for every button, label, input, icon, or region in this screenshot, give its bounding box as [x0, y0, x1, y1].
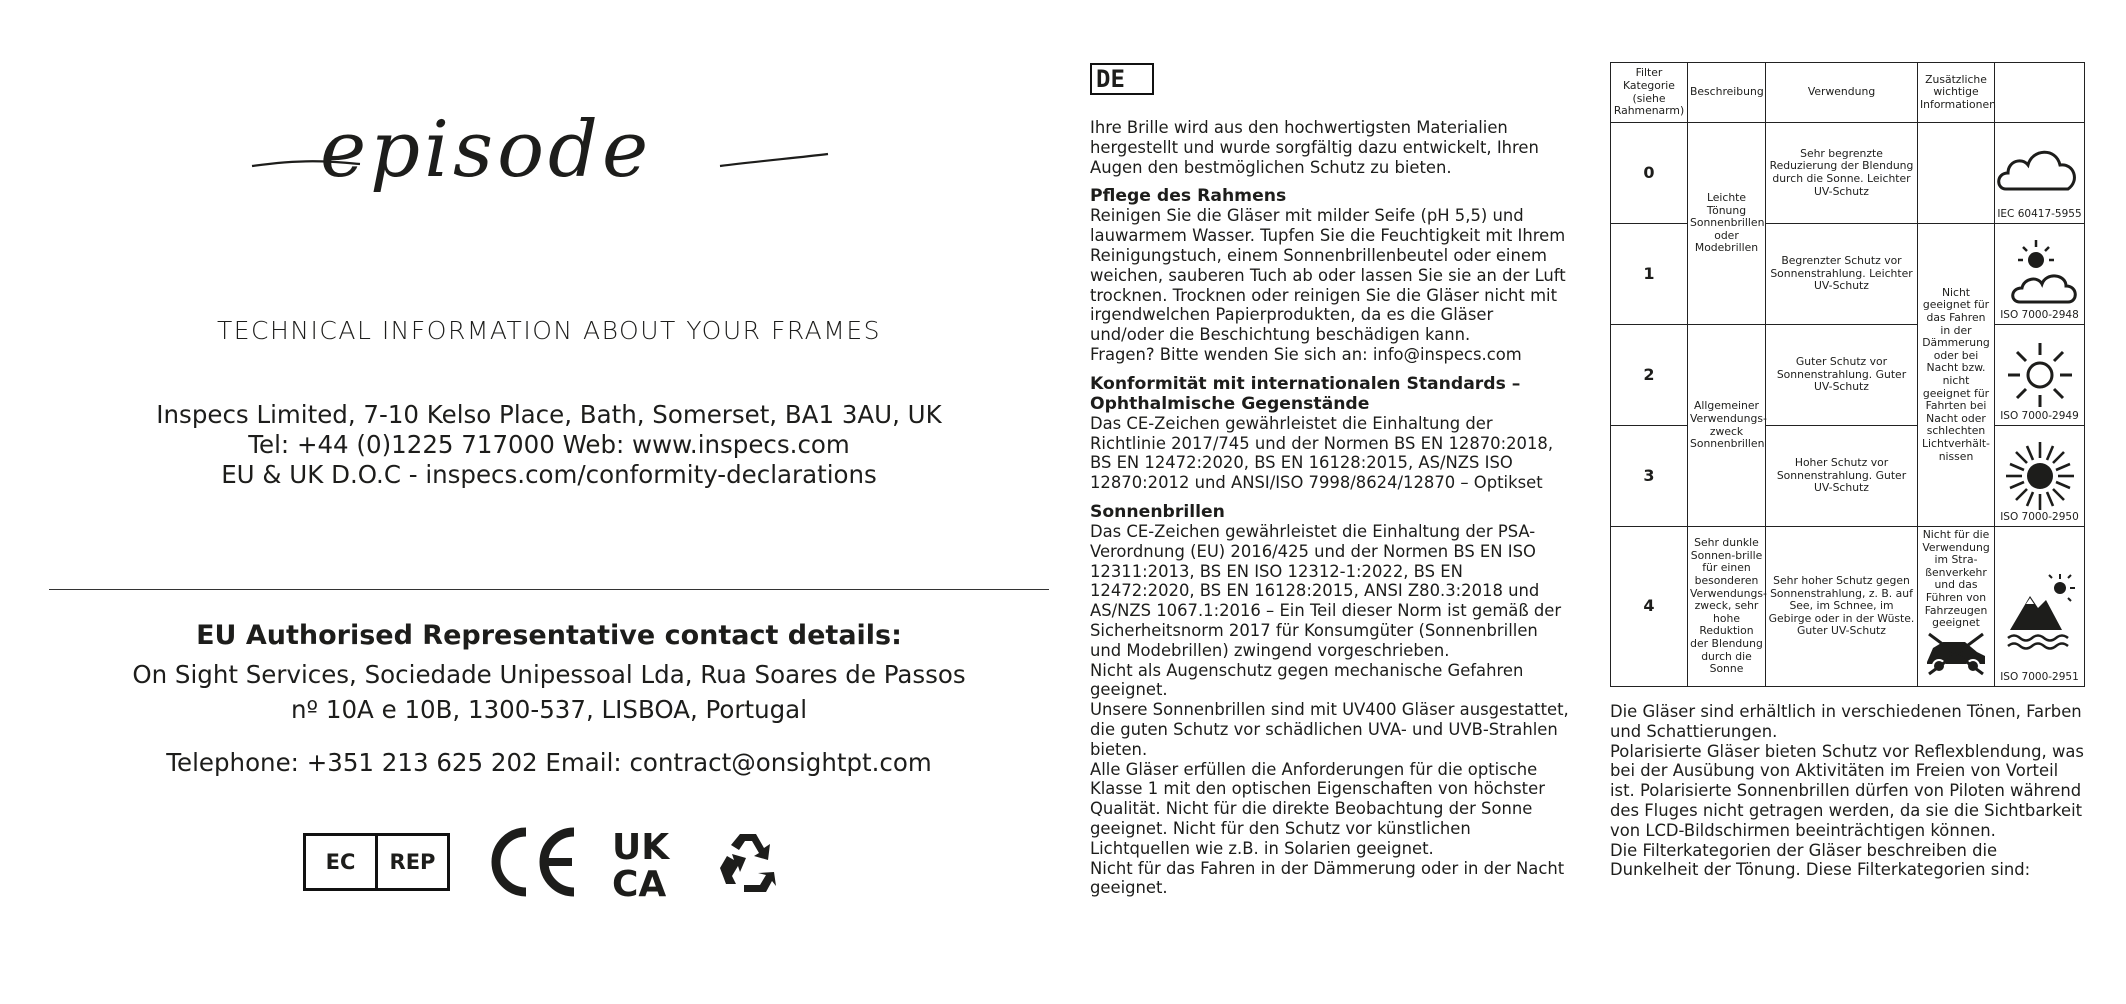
iso-label: ISO 7000-2951 — [2000, 671, 2079, 684]
table-row — [1611, 325, 2085, 426]
symbol-cell — [1995, 325, 2085, 426]
care-heading: Pflege des Rahmens — [1090, 186, 1287, 207]
rep-label: REP — [389, 850, 436, 874]
info-traffic-text: Nicht für die Verwendung im Stra-ßenverkehr und das Führen von Fahrzeugen geeignet — [1922, 528, 1990, 630]
category-number: 4 — [1611, 527, 1688, 687]
svg-text:CA: CA — [612, 864, 667, 898]
sunglasses-heading: Sonnenbrillen — [1090, 501, 1225, 522]
sunglasses-text: Nicht für das Fahren in der Dämmerung oder in der Nacht geeignet. — [1090, 858, 1565, 898]
category-number: 1 — [1611, 224, 1688, 325]
filter-info-text: Die Filterkategorien der Gläser beschreiben die Dunkelheit der Tönung. Diese Filterkategorien sind: — [1610, 840, 2031, 880]
conformity-heading: Konformität mit internationalen Standards – Ophthalmische Gegenstände — [1090, 373, 1521, 414]
description-general: Allgemeiner Verwendungs-zweck Sonnenbrillen — [1688, 325, 1766, 527]
page-title: TECHNICAL INFORMATION ABOUT YOUR FRAMES — [216, 316, 882, 345]
symbol-cell — [1995, 123, 2085, 224]
symbol-cell — [1995, 426, 2085, 527]
right-column-text — [1610, 702, 2088, 880]
header-symbol — [1995, 63, 2085, 123]
conformity-text: Das CE-Zeichen gewährleistet die Einhaltung der Richtlinie 2017/745 und der Normen BS EN 12870:2018, BS EN 12472:2020, BS EN 16128:2015, AS/NZS ISO 12870:2012 und ANSI/ISO 7998/8624/12870 – Optikset — [1090, 413, 1554, 493]
eu-rep-contact: Telephone: +351 213 625 202 Email: contract@onsightpt.com — [166, 748, 932, 777]
sunglasses-text: Alle Gläser erfüllen die Anforderungen für die optische Klasse 1 mit den optischen Eigenschaften von höchster Qualität. Nicht für die direkte Beobachtung der Sonne geeignet. Nicht für den Schutz vor künstlichen Lichtquellen wie z.B. in Solarien geeignet. — [1090, 759, 1545, 858]
header-filter-category: Filter Kategorie (siehe Rahmenarm) — [1611, 63, 1688, 123]
mountain-sea-icon — [1996, 552, 2084, 662]
header-usage: Verwendung — [1766, 63, 1918, 123]
phone-web-line: Tel: +44 (0)1225 717000 Web: www.inspecs.com — [248, 430, 850, 459]
eu-rep-address — [49, 657, 1049, 727]
symbol-cell — [1995, 224, 2085, 325]
no-driving-icon — [1921, 630, 1991, 676]
description-light: Leichte Tönung Sonnenbrillen oder Modebrillen — [1688, 123, 1766, 325]
iso-label: ISO 7000-2948 — [2000, 309, 2079, 322]
iso-label: IEC 60417-5955 — [1997, 208, 2082, 221]
table-row — [1611, 426, 2085, 527]
usage-text: Guter Schutz vor Sonnenstrahlung. Guter UV-Schutz — [1766, 325, 1918, 426]
table-row — [1611, 527, 2085, 687]
sunglasses-text: Nicht als Augenschutz gegen mechanische Gefahren geeignet. — [1090, 660, 1524, 700]
usage-text: Sehr begrenzte Reduzierung der Blendung durch die Sonne. Leichter UV-Schutz — [1766, 123, 1918, 224]
recycle-icon — [714, 828, 782, 896]
header-additional-info: Zusätzliche wichtige Informationen — [1918, 63, 1995, 123]
ukca-mark-icon — [612, 826, 678, 898]
strong-sun-icon — [1996, 438, 2084, 514]
sun-icon — [1996, 337, 2084, 413]
ec-label: EC — [306, 836, 378, 888]
cloud-icon — [1996, 137, 2084, 209]
eu-address-line: nº 10A e 10B, 1300-537, LISBOA, Portugal — [291, 695, 807, 724]
middle-column — [1090, 118, 1570, 898]
address-line: Inspecs Limited, 7-10 Kelso Place, Bath, Somerset, BA1 3AU, UK — [156, 400, 942, 429]
language-badge: DE — [1090, 63, 1154, 95]
usage-text: Sehr hoher Schutz gegen Sonnenstrahlung, z. B. auf See, im Schnee, im Gebirge oder in der Wüste. Guter UV-Schutz — [1766, 527, 1918, 687]
sunglasses-text: Das CE-Zeichen gewährleistet die Einhaltung der PSA-Verordnung (EU) 2016/425 und der Normen BS EN ISO 12311:2013, BS EN ISO 12312-1:2022, BS EN 12472:2020, BS EN 16128:2015, ANSI Z80.3:2018 und AS/NZS 1067.1:2016 – Ein Teil dieser Norm ist gemäß der Sicherheitsnorm 2017 für Konsumgüter (Sonnenbrillen und Modebrillen) zwingend vorgeschrieben. — [1090, 521, 1562, 660]
sun-cloud-icon — [1996, 236, 2084, 312]
care-contact: Fragen? Bitte wenden Sie sich an: info@inspecs.com — [1090, 344, 1522, 364]
iso-label: ISO 7000-2949 — [2000, 410, 2079, 423]
category-number: 3 — [1611, 426, 1688, 527]
sunglasses-text: Unsere Sonnenbrillen sind mit UV400 Gläser ausgestattet, die guten Schutz vor schädlichen UVA- und UVB-Strahlen bieten. — [1090, 700, 1569, 759]
company-address — [49, 400, 1049, 490]
description-dark: Sehr dunkle Sonnen-brille für einen besonderen Verwendungs-zweck, sehr hohe Reduktion der Blendung durch die Sonne — [1688, 527, 1766, 687]
section-divider — [49, 589, 1049, 590]
lens-info-text: Die Gläser sind erhältlich in verschiedenen Tönen, Farben und Schattierungen. — [1610, 702, 2082, 741]
table-row — [1611, 123, 2085, 224]
info-night-driving: Nicht geeignet für das Fahren in der Dämmerung oder bei Nacht bzw. nicht geeignet für Fahrten bei Nacht oder schlechten Lichtverhält-nissen — [1918, 224, 1995, 527]
episode-logo — [250, 88, 830, 208]
svg-text:episode: episode — [320, 105, 653, 195]
care-text: Reinigen Sie die Gläser mit milder Seife (pH 5,5) und lauwarmem Wasser. Tupfen Sie die Feuchtigkeit mit Ihrem Reinigungstuch, einem Sonnenbrillenbeutel oder einem weichen, sauberen Tuch ab oder lassen Sie sie an der Luft trocknen. Trocknen oder reinigen Sie die Gläser nicht mit irgendwelchen Papierprodukten, da es die Gläser und/oder die Beschichtung beschädigen kann. — [1090, 206, 1566, 345]
usage-text: Hoher Schutz vor Sonnenstrahlung. Guter UV-Schutz — [1766, 426, 1918, 527]
info-traffic — [1918, 527, 1995, 687]
iso-label: ISO 7000-2950 — [2000, 511, 2079, 524]
intro-text: Ihre Brille wird aus den hochwertigsten Materialien hergestellt und wurde sorgfältig dazu entwickelt, Ihren Augen den bestmöglichen Schutz zu bieten. — [1090, 118, 1539, 177]
header-description: Beschreibung — [1688, 63, 1766, 123]
filter-category-table — [1610, 62, 2085, 687]
category-number: 0 — [1611, 123, 1688, 224]
category-number: 2 — [1611, 325, 1688, 426]
polarized-info-text: Polarisierte Gläser bieten Schutz vor Reflexblendung, was bei der Ausübung von Aktivitäten im Freien von Vorteil ist. Polarisierte Sonnenbrillen dürfen von Piloten während des Fluges nicht getragen werden, da sie die Sichtbarkeit von LCD-Bildschirmen beeinträchtigen können. — [1610, 741, 2084, 840]
eu-address-line: On Sight Services, Sociedade Unipessoal Lda, Rua Soares de Passos — [132, 660, 966, 689]
ec-rep-mark — [303, 833, 450, 891]
eu-rep-heading: EU Authorised Representative contact details: — [196, 620, 902, 651]
table-row — [1611, 224, 2085, 325]
info-empty — [1918, 123, 1995, 224]
svg-text:UK: UK — [612, 827, 670, 868]
ce-mark-icon — [490, 826, 580, 898]
usage-text: Begrenzter Schutz vor Sonnenstrahlung. Leichter UV-Schutz — [1766, 224, 1918, 325]
table-header-row — [1611, 63, 2085, 123]
doc-link: EU & UK D.O.C - inspecs.com/conformity-declarations — [221, 460, 877, 489]
symbol-cell — [1995, 527, 2085, 687]
